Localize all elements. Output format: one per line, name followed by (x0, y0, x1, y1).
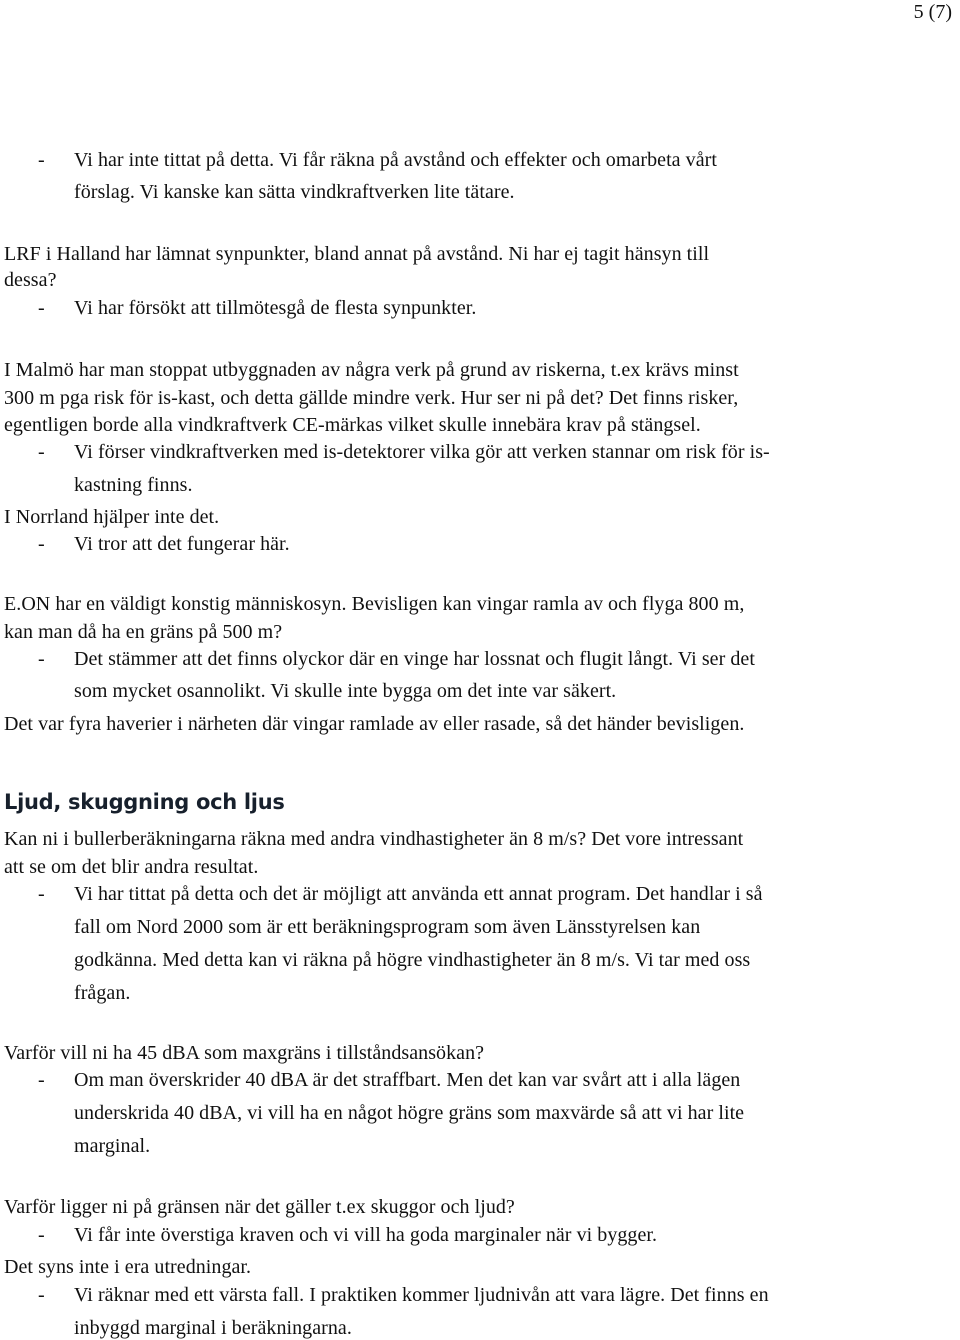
bullet-dash: - (38, 883, 45, 905)
text-line: Vi har försökt att tillmötesgå de flesta synpunkter. (74, 297, 477, 319)
bullet-dash: - (38, 441, 45, 463)
text-line: kan man då ha en gräns på 500 m? (4, 621, 283, 643)
text-line: 300 m pga risk för is-kast, och detta gällde mindre verk. Hur ser ni på det? Det finns risker, (4, 387, 739, 409)
text-line: Det syns inte i era utredningar. (4, 1256, 252, 1278)
text-line: Vi har inte tittat på detta. Vi får räkna på avstånd och effekter och omarbeta vårt (74, 149, 717, 171)
text-line: Det stämmer att det finns olyckor där en vinge har lossnat och flugit långt. Vi ser det (74, 648, 755, 670)
section-heading: Ljud, skuggning och ljus (4, 790, 285, 814)
bullet-dash: - (38, 1284, 45, 1306)
text-line: fall om Nord 2000 som är ett beräkningsprogram som även Länsstyrelsen kan (74, 916, 701, 938)
text-line: Om man överskrider 40 dBA är det straffbart. Men det kan var svårt att i alla lägen (74, 1069, 741, 1091)
text-line: underskrida 40 dBA, vi vill ha en något högre gräns som maxvärde så att vi har lite (74, 1102, 745, 1124)
bullet-dash: - (38, 1224, 45, 1246)
text-line: Vi räknar med ett värsta fall. I praktiken kommer ljudnivån att vara lägre. Det finns en (74, 1284, 769, 1306)
text-line: Varför vill ni ha 45 dBA som maxgräns i tillståndsansökan? (4, 1042, 485, 1064)
bullet-dash: - (38, 149, 45, 171)
text-line: att se om det blir andra resultat. (4, 856, 259, 878)
text-line: godkänna. Med detta kan vi räkna på högre vindhastigheter än 8 m/s. Vi tar med oss (74, 949, 751, 971)
text-line: som mycket osannolikt. Vi skulle inte bygga om det inte var säkert. (74, 680, 617, 702)
text-line: Vi får inte överstiga kraven och vi vill ha goda marginaler när vi bygger. (74, 1224, 658, 1246)
text-line: förslag. Vi kanske kan sätta vindkraftverken lite tätare. (74, 181, 515, 203)
text-line: I Norrland hjälper inte det. (4, 506, 220, 528)
text-line: LRF i Halland har lämnat synpunkter, bland annat på avstånd. Ni har ej tagit hänsyn till (4, 243, 710, 265)
text-line: frågan. (74, 982, 131, 1004)
text-line: Vi förser vindkraftverken med is-detektorer vilka gör att verken stannar om risk för is- (74, 441, 770, 463)
text-line: inbyggd marginal i beräkningarna. (74, 1317, 352, 1339)
text-line: egentligen borde alla vindkraftverk CE-märkas vilket skulle innebära krav på stängsel. (4, 414, 701, 436)
text-line: Varför ligger ni på gränsen när det gäller t.ex skuggor och ljud? (4, 1196, 515, 1218)
text-line: dessa? (4, 269, 57, 291)
text-line: Vi har tittat på detta och det är möjligt att använda ett annat program. Det handlar i så (74, 883, 763, 905)
text-line: I Malmö har man stoppat utbyggnaden av några verk på grund av riskerna, t.ex krävs minst (4, 359, 739, 381)
text-line: Vi tror att det fungerar här. (74, 533, 290, 555)
text-line: E.ON har en väldigt konstig människosyn. Bevisligen kan vingar ramla av och flyga 800 m, (4, 593, 745, 615)
page-number: 5 (7) (913, 1, 952, 23)
bullet-dash: - (38, 297, 45, 319)
text-line: Det var fyra haverier i närheten där vingar ramlade av eller rasade, så det händer bevisligen. (4, 713, 745, 735)
bullet-dash: - (38, 533, 45, 555)
text-line: kastning finns. (74, 474, 193, 496)
bullet-dash: - (38, 648, 45, 670)
bullet-dash: - (38, 1069, 45, 1091)
text-line: Kan ni i bullerberäkningarna räkna med andra vindhastigheter än 8 m/s? Det vore intressant (4, 828, 744, 850)
text-line: marginal. (74, 1135, 151, 1157)
